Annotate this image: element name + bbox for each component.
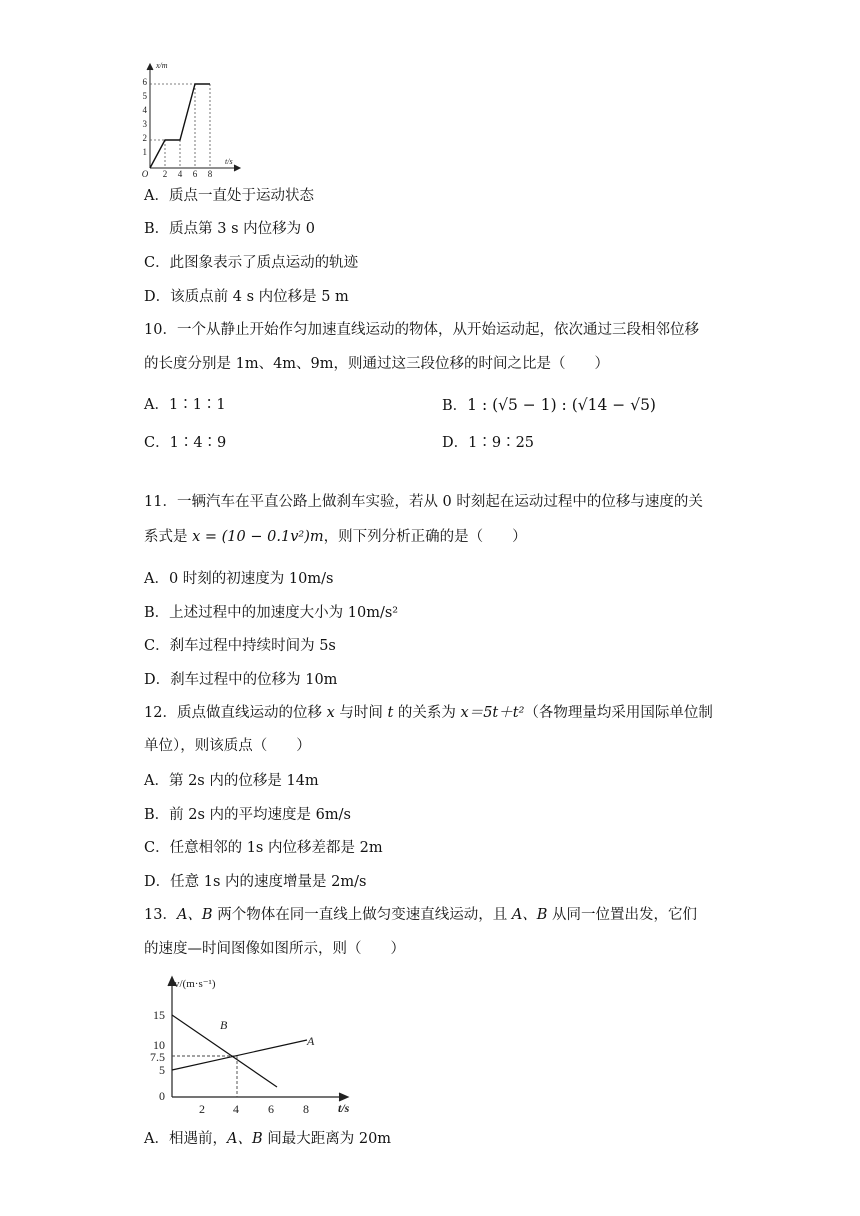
y-tick: 5 <box>159 1063 165 1077</box>
q12-option-a: A．第 2s 内的位移是 14m <box>144 773 319 789</box>
q10-stem-line1: 10．一个从静止开始作匀加速直线运动的物体，从开始运动起，依次通过三段相邻位移 <box>144 322 699 338</box>
x-tick: 4 <box>233 1102 239 1116</box>
q13-stem-1a: 13． <box>144 907 177 923</box>
y-tick: 7.5 <box>150 1050 165 1064</box>
x-t-line <box>150 84 210 168</box>
y-tick: 4 <box>142 105 147 115</box>
x-axis-label: t/s <box>225 157 233 166</box>
q12-option-b: B．前 2s 内的平均速度是 6m/s <box>144 807 351 823</box>
q13-option-a-post: 间最大距离为 20m <box>262 1131 392 1147</box>
x-tick: 2 <box>199 1102 205 1116</box>
y-tick: 15 <box>153 1008 165 1022</box>
q11-option-a: A．0 时刻的初速度为 10m/s <box>144 571 334 587</box>
q11-stem-pre: 系式是 <box>144 529 193 545</box>
q11-stem-line2 <box>144 527 527 547</box>
y-axis-label: v/(m·s⁻¹) <box>174 978 216 990</box>
q12-formula: x＝5t＋t² <box>460 705 525 721</box>
q12-option-c: C．任意相邻的 1s 内位移差都是 2m <box>144 840 383 856</box>
q13-stem-line2: 的速度—时间图像如图所示，则（ ） <box>144 941 405 957</box>
q12-stem-1c: 的关系为 <box>393 705 461 721</box>
q12-var-t: t <box>387 705 394 721</box>
q13-stem-line1 <box>144 905 697 925</box>
x-tick: 2 <box>162 169 168 179</box>
y-tick: 5 <box>142 91 147 101</box>
origin-label: O <box>141 169 149 179</box>
q13-stem-1c: 从同一位置出发，它们 <box>547 907 698 923</box>
x-tick: 6 <box>268 1102 274 1116</box>
y-tick: 3 <box>142 119 147 129</box>
graph2-y-ticks <box>150 1008 165 1103</box>
q9-option-c: C．此图象表示了质点运动的轨迹 <box>144 255 359 271</box>
q11-stem-post: ，则下列分析正确的是（ ） <box>323 529 527 545</box>
q13-ab: A、B <box>176 907 213 923</box>
y-tick: 1 <box>142 147 147 157</box>
q11-stem-line1: 11．一辆汽车在平直公路上做刹车实验，若从 0 时刻起在运动过程中的位移与速度的关 <box>144 494 703 510</box>
q12-var-x: x <box>326 705 335 721</box>
q12-stem-1d: （各物理量均采用国际单位制 <box>524 705 713 721</box>
q12-option-d: D．任意 1s 内的速度增量是 2m/s <box>144 874 367 890</box>
q9-option-a: A．质点一直处于运动状态 <box>144 188 314 204</box>
q9-option-b: B．质点第 3 s 内位移为 0 <box>144 221 315 237</box>
q10-option-b <box>442 395 656 416</box>
y-tick: 6 <box>142 77 147 87</box>
q12-stem-1b: 与时间 <box>334 705 388 721</box>
y-tick: 10 <box>153 1038 165 1052</box>
line-b-label: B <box>220 1018 228 1032</box>
q11-option-b: B．上述过程中的加速度大小为 10m/s² <box>144 605 399 621</box>
q11-formula: x = (10 − 0.1v²)m <box>192 529 324 545</box>
q13-option-a-pre: A．相遇前， <box>144 1131 227 1147</box>
y-axis-label: x/m <box>156 61 168 70</box>
q9-option-d: D．该质点前 4 s 内位移是 5 m <box>144 289 349 305</box>
q13-option-a <box>144 1129 391 1149</box>
x-tick: 6 <box>192 169 198 179</box>
q11-option-d: D．刹车过程中的位移为 10m <box>144 672 338 688</box>
q10-stem-line2: 的长度分别是 1m、4m、9m，则通过这三段位移的时间之比是（ ） <box>144 356 610 372</box>
q13-ab-2: A、B <box>511 907 548 923</box>
q12-stem-1a: 12．质点做直线运动的位移 <box>144 705 327 721</box>
graph1-x-ticks <box>163 169 213 179</box>
q10-option-a: A．1∶1∶1 <box>144 397 226 413</box>
x-tick: 4 <box>177 169 183 179</box>
y-tick: 2 <box>142 133 147 143</box>
x-axis-label: t/s <box>338 1101 350 1115</box>
line-a <box>172 1040 307 1070</box>
graph2-x-ticks <box>199 1102 309 1116</box>
graph1-y-ticks <box>143 77 148 157</box>
q10-option-d: D．1∶9∶25 <box>442 435 535 451</box>
q10-option-b-formula: 1 : (√5 − 1) : (√14 − √5) <box>467 396 656 414</box>
line-a-label: A <box>307 1034 315 1048</box>
v-t-graph <box>140 970 370 1120</box>
q12-stem-line1 <box>144 703 713 723</box>
q13-option-a-ab: A、B <box>226 1131 263 1147</box>
q10-option-c: C．1∶4∶9 <box>144 435 227 451</box>
x-tick: 8 <box>207 169 213 179</box>
x-t-graph <box>140 58 250 180</box>
x-tick: 8 <box>303 1102 309 1116</box>
q11-option-c: C．刹车过程中持续时间为 5s <box>144 638 336 654</box>
q12-stem-line2: 单位），则该质点（ ） <box>144 738 311 754</box>
y-tick: 0 <box>159 1089 165 1103</box>
q13-stem-1b: 两个物体在同一直线上做匀变速直线运动，且 <box>212 907 512 923</box>
q10-option-b-prefix: B． <box>442 398 468 414</box>
